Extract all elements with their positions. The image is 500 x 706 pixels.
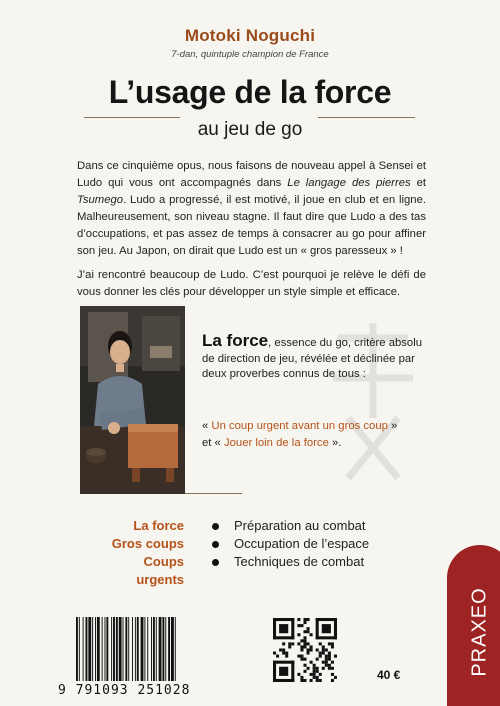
book-title: L’usage de la force — [108, 74, 392, 110]
intro-text — [77, 158, 426, 309]
bullet-icon — [212, 541, 219, 548]
proverbs — [202, 418, 442, 452]
topic-name: Coups urgents — [136, 554, 184, 587]
bullet-icon — [212, 523, 219, 530]
topic-name: La force — [133, 518, 184, 533]
author-name: Motoki Noguchi — [184, 26, 316, 45]
topic-name: Gros coups — [111, 536, 184, 551]
proverb-2: et « Jouer loin de la force ». — [202, 437, 342, 449]
intro-paragraph-2: J’ai rencontré beaucoup de Ludo. C’est pourquoi je relève le défi de vous donner les clés pour développer un style simple et efficace. — [77, 269, 426, 299]
proverb-1: « Un coup urgent avant un gros coup » — [202, 420, 398, 432]
price: 40 € — [377, 668, 401, 682]
topic-item: Occupation de l’espace — [212, 535, 369, 553]
book-subtitle: au jeu de go — [197, 119, 303, 140]
publisher-logo: PRAXEO — [468, 587, 491, 677]
topic-item: Techniques de combat — [212, 553, 369, 571]
topic-list — [100, 517, 184, 589]
author-photo — [80, 306, 185, 494]
force-description: La force, essence du go, critère absolu de direction de jeu, révélée et déclinée par deux proverbes connus de tous : — [202, 331, 422, 381]
topic-descriptions — [212, 517, 369, 571]
bullet-icon — [212, 559, 219, 566]
qr-code — [273, 618, 337, 682]
ref-tsumego: Tsumego — [77, 193, 124, 206]
force-heading: La force — [202, 331, 269, 350]
topic-item: Préparation au combat — [212, 517, 369, 535]
title-rule-left — [84, 117, 180, 118]
photo-rule — [185, 493, 242, 494]
isbn-number: 9 791093 251028 — [58, 683, 191, 698]
title-rule-right — [318, 117, 415, 118]
ref-langage-des-pierres: Le langage des pierres — [287, 176, 411, 189]
author-credentials: 7-dan, quintuple champion de France — [171, 49, 329, 60]
intro-paragraph-1: Dans ce cinquième opus, nous faisons de nouveau appel à Sensei et Ludo qui vous ont accompagnés dans Le langage des pierres et Tsumego. Ludo a progressé, il est motivé, il joue en club et en ligne. Malheureusement, son niveau stagne. Il faut dire que Ludo a des tas d’occupations, et pas assez de temps à consacrer au go pour affiner son jeu. Au Japon, on dirait que Ludo est un « gros paresseux » ! — [77, 160, 427, 257]
isbn-barcode — [74, 617, 246, 689]
